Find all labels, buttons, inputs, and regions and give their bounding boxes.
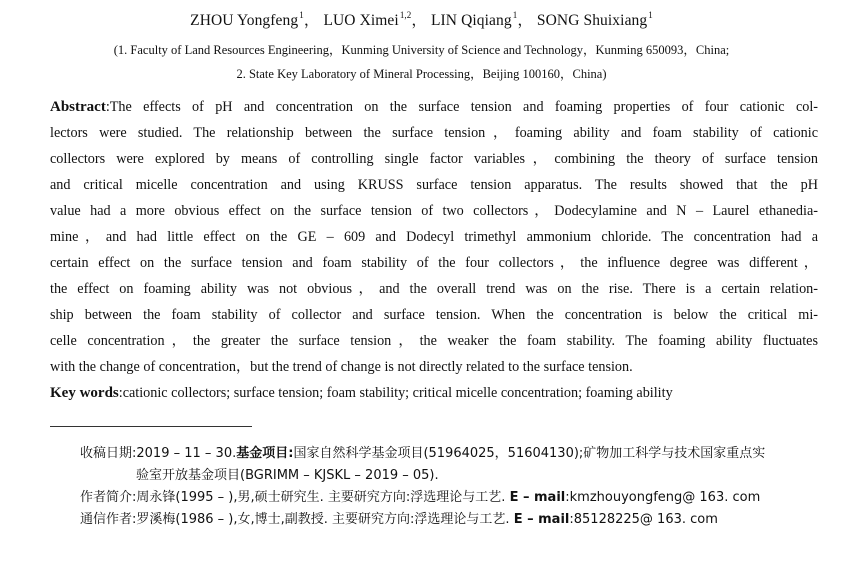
fund-text-continued: 验室开放基金项目(BGRIMM – KJSKL – 2019 – 05). bbox=[136, 468, 439, 483]
author: LUO Ximei$^{1,2}$， bbox=[323, 10, 427, 29]
corresponding-label: 通信作者: bbox=[80, 512, 137, 527]
fund-label: 基金项目: bbox=[236, 446, 294, 461]
affiliation-line: 2. State Key Laboratory of Mineral Processing，Beijing 100160，China) bbox=[236, 67, 607, 81]
author-list bbox=[0, 8, 843, 30]
author-bio-label: 作者简介: bbox=[80, 490, 137, 505]
author-email: :kmzhouyongfeng@ 163. com bbox=[565, 490, 761, 505]
abstract-line: ship between the foam stability of collector and surface tension. When the concentration is below the critical mi- bbox=[50, 307, 818, 323]
abstract-line: mine，and had little effect on the GE – 609 and Dodecyl trimethyl ammonium chloride. The concentration had a bbox=[50, 229, 818, 245]
abstract-line: collectors were explored by means of controlling single factor variables，combining the theory of surface tension bbox=[50, 151, 818, 167]
corresponding-email: :85128225@ 163. com bbox=[569, 512, 718, 527]
corresponding-text: 罗溪梅(1986 – ),女,博士,副教授. 主要研究方向:浮选理论与工艺. bbox=[136, 512, 510, 527]
abstract-line: celle concentration，the greater the surface tension，the weaker the foam stability. The foaming ability fluctuates bbox=[50, 333, 818, 349]
abstract bbox=[50, 94, 818, 406]
keywords bbox=[50, 380, 818, 406]
author-email-label: E – mail bbox=[509, 490, 566, 505]
footnotes bbox=[80, 443, 820, 531]
abstract-line: with the change of concentration，but the trend of change is not directly related to the surface tension. bbox=[50, 359, 633, 375]
abstract-label: Abstract bbox=[50, 99, 106, 115]
keywords-text: :cationic collectors; surface tension; foam stability; critical micelle concentration; foaming ability bbox=[118, 385, 673, 401]
author: ZHOU Yongfeng$^1$， bbox=[190, 10, 320, 29]
author-bio-text: 周永锋(1995 – ),男,硕士研究生. 主要研究方向:浮选理论与工艺. bbox=[136, 490, 506, 505]
footnote-received-fund bbox=[80, 443, 820, 465]
received-label: 收稿日期: bbox=[80, 446, 137, 461]
footnote-author bbox=[80, 487, 820, 509]
corresponding-email-label: E – mail bbox=[513, 512, 570, 527]
fund-text: 国家自然科学基金项目(51964025，51604130);矿物加工科学与技术国家重点实 bbox=[293, 446, 766, 461]
abstract-line: and critical micelle concentration and using KRUSS surface tension apparatus. The results showed that the pH bbox=[50, 177, 818, 193]
abstract-line: value had a more obvious effect on the surface tension of two collectors，Dodecylamine and N – Laurel ethanedia- bbox=[50, 203, 818, 219]
abstract-line: the effect on foaming ability was not obvious，and the overall trend was on the rise. There is a certain relation- bbox=[50, 281, 818, 297]
abstract-line: lectors were studied. The relationship between the surface tension，foaming ability and foam stability of cationic bbox=[50, 125, 818, 141]
abstract-line: Abstract:The effects of pH and concentration on the surface tension and foaming properties of four cationic col- bbox=[50, 99, 818, 115]
footnote-corresponding bbox=[80, 509, 820, 531]
abstract-line: certain effect on the surface tension and foam stability of the four collectors，the influence degree was different， bbox=[50, 255, 818, 271]
keywords-label: Key words bbox=[50, 385, 119, 401]
author: LIN Qiqiang$^1$， bbox=[430, 10, 533, 29]
author: SONG Shuixiang$^1$ bbox=[536, 10, 653, 29]
received-date: 2019 – 11 – 30. bbox=[136, 446, 237, 461]
affiliation-line: (1. Faculty of Land Resources Engineering，Kunming University of Science and Technology，Kunming 650093，China; bbox=[113, 43, 730, 57]
footnote-divider bbox=[50, 426, 252, 427]
